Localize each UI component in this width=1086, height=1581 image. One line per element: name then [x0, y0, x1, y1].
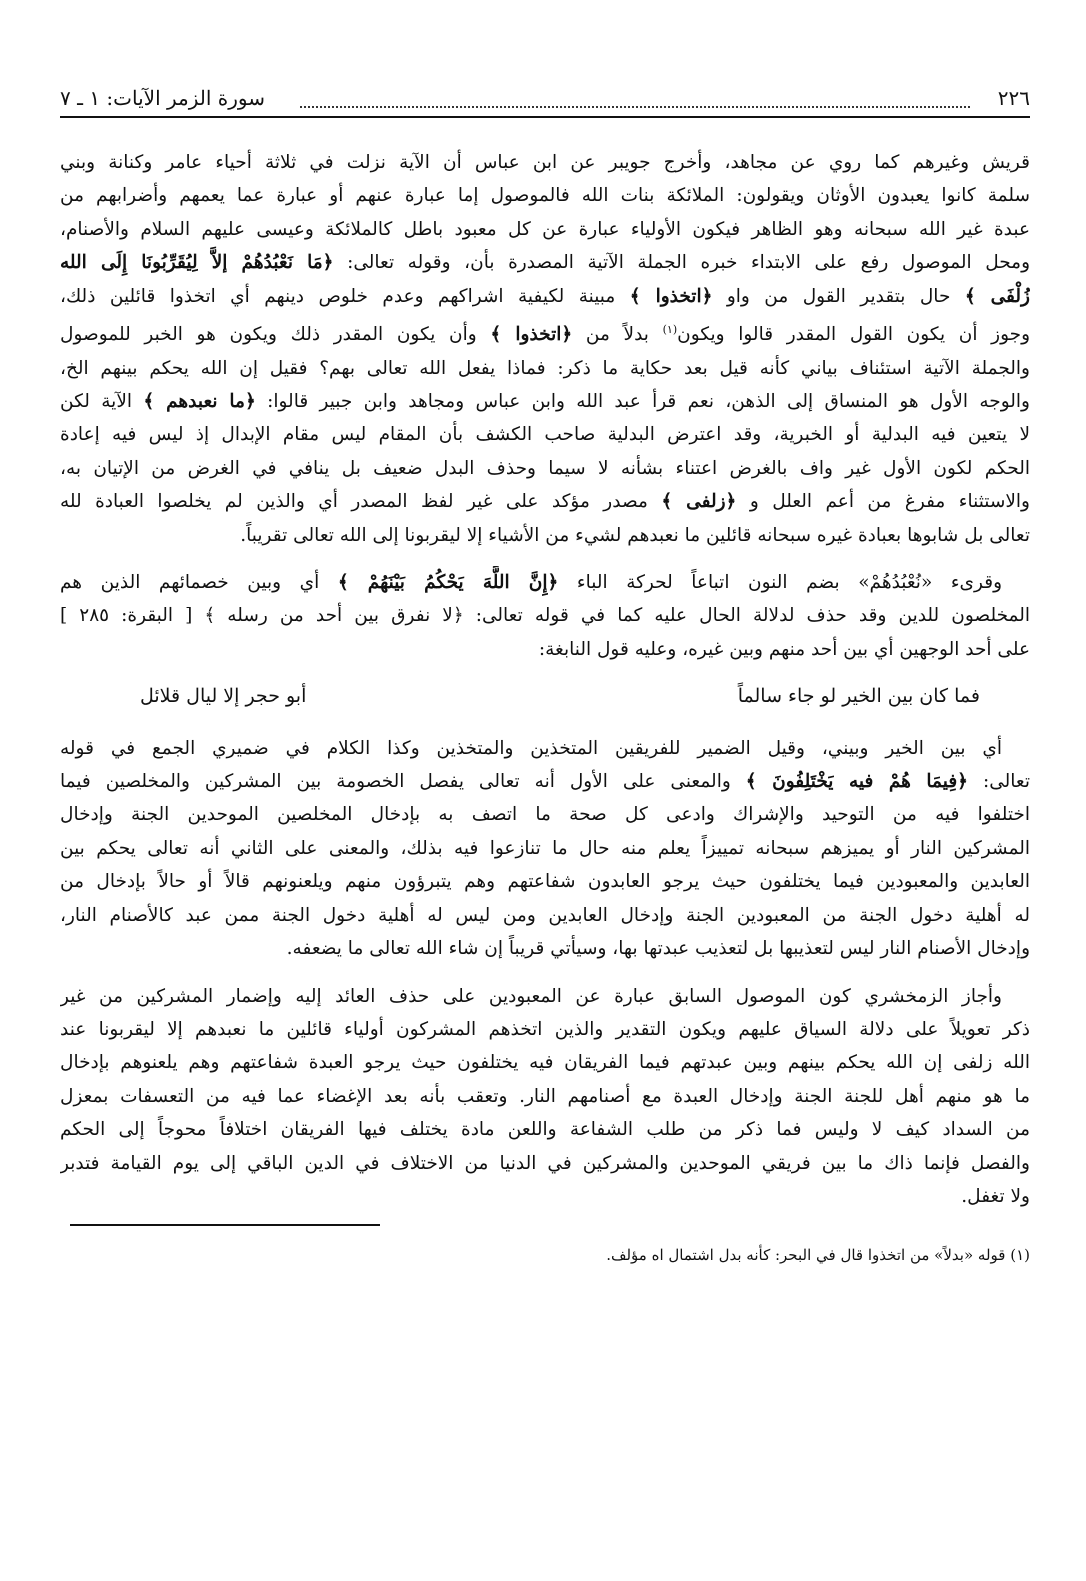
paragraphs-part-2 — [60, 732, 1030, 1214]
text-line — [60, 1046, 1030, 1079]
text-segment: أي بين الخير وبيني، وقيل الضمير للفريقين المتخذين والمتخذين وكذا الكلام في ضميري الجمع في قوله — [60, 737, 1002, 759]
text-line — [60, 932, 1030, 965]
text-line — [60, 798, 1030, 831]
text-segment: ولا تغفل. — [961, 1185, 1030, 1207]
paragraph — [60, 980, 1030, 1214]
text-line — [60, 765, 1030, 798]
text-segment: تعالى: — [968, 771, 1030, 793]
text-segment: مصدر مؤكد على غير لفظ المصدر أي والذين لم يخلصوا العبادة لله — [60, 491, 662, 513]
text-segment: الآية لكن — [60, 391, 144, 412]
quran-quote: ﴿فِيمَا هُمْ فيه يَخْتَلِفُونَ ﴾ — [745, 771, 969, 793]
text-segment: وجوز أن يكون القول المقدر قالوا ويكون — [677, 324, 1030, 346]
quran-quote: ﴿ما نعبدهم ﴾ — [143, 391, 256, 412]
footnote-number: (١) — [1010, 1246, 1030, 1264]
paragraph — [60, 732, 1030, 966]
text-line — [60, 418, 1030, 451]
text-segment: ما هو منهم أهل للجنة الجنة وإدخال العبدة مع أصنامهم النار. وتعقب بأنه بعد الإغضاء عما فيه من التعسفات بمعزل — [60, 1085, 1030, 1107]
text-segment: ومحل الموصول رفع على الابتداء خبره الجملة الآتية المصدرة بأن، وقوله تعالى: — [333, 252, 1030, 274]
text-segment: مبينة لكيفية اشراكهم وعدم خلوص دينهم أي اتخذوا قائلين ذلك، — [60, 285, 630, 307]
text-segment: حال بتقدير القول من واو — [712, 285, 965, 307]
text-line — [60, 832, 1030, 865]
text-segment: الله زلفى إن الله يحكم بينهم وبين عبدتهم فيما الفريقان فيه يختلفون حيث يرجو العبدة شفاعتهم وهم يلعنوهم بإدخال — [60, 1052, 1030, 1074]
text-line — [60, 1113, 1030, 1146]
chapter-title: سورة الزمر الآيات: ١ ـ ٧ — [60, 86, 265, 110]
text-segment: وقرىء «نُعْبُدُهُمْ» بضم النون اتباعاً لحركة الباء — [558, 572, 1002, 594]
text-segment: عبدة غير الله سبحانه وهو الظاهر فيكون الأولياء عبارة عن كل معبود باطل كالملائكة وعيسى عليهم السلام والأصنام، — [60, 218, 1030, 240]
text-line — [60, 452, 1030, 485]
text-segment: المشركين النار أو يميزهم سبحانه تمييزاً يعلم منه حال ما تنازعوا فيه بذلك، والمعنى على الثاني أنه تعالى يحكم بين — [60, 837, 1030, 859]
text-line — [60, 352, 1030, 385]
text-segment: اختلفوا فيه من التوحيد والإشراك وادعى كل صحة ما اتصف به بإدخال المخلصين الموحدين الجنة وإدخال — [60, 804, 1030, 826]
text-segment: والفصل فإنما ذاك ما بين فريقي الموحدين والمشركين في الدنيا من الاختلاف في الدين الباقي إلى يوم القيامة فتدبر — [60, 1152, 1030, 1174]
paragraph — [60, 146, 1030, 552]
text-segment: قريش وغيرهم كما روي عن مجاهد، وأخرج جويبر عن ابن عباس أن الآية نزلت في ثلاثة أحياء عامر وكنانة وبني — [60, 152, 1030, 173]
text-line — [60, 246, 1030, 279]
text-line — [60, 519, 1030, 552]
text-line — [60, 980, 1030, 1013]
text-segment: بدلاً من — [572, 324, 663, 346]
text-segment: وإدخال الأصنام النار ليس لتعذيبها بل لتعذيب عبدتها بها، وسيأتي قريباً إن شاء الله تعالى ما يضعفه. — [286, 938, 1030, 960]
paragraphs-part-1 — [60, 146, 1030, 666]
footnote — [606, 1246, 1030, 1264]
poem-second-hemistich: أبو حجر إلا ليال قلائل — [140, 685, 307, 708]
text-line — [60, 213, 1030, 246]
text-line — [60, 385, 1030, 418]
text-line — [60, 899, 1030, 932]
quran-quote: ﴿اتخذوا ﴾ — [490, 324, 573, 346]
text-line — [60, 732, 1030, 765]
header-leader-dots — [300, 88, 970, 108]
footnote-text: قوله «بدلاً» من اتخذوا قال في البحر: كأنه بدل اشتمال اه مؤلف. — [606, 1246, 1006, 1264]
text-segment: والمعنى على الأول أنه تعالى يفصل الخصومة بين المشركين والمخلصين فيما — [60, 771, 746, 793]
quran-quote: ﴿زلفى ﴾ — [661, 491, 737, 513]
text-segment: المخلصون للدين وقد حذف لدلالة الحال عليه كما في قوله تعالى: ﴿لا نفرق بين أحد من رسله ﴾ [ البقرة: ٢٨٥ ] — [60, 605, 1030, 627]
text-line — [60, 1180, 1030, 1213]
text-segment: والجملة الآتية استئناف بياني كأنه قيل بعد حكاية ما ذكر: فماذا يفعل الله تعالى بهم؟ فقيل إن الله يحكم بينهم الخ، — [60, 357, 1030, 379]
text-line — [60, 1080, 1030, 1113]
footnote-divider — [70, 1224, 380, 1226]
text-segment: وأجاز الزمخشري كون الموصول السابق عبارة عن المعبودين على حذف العائد إليه وإضمار المشركين من غير — [60, 985, 1002, 1007]
text-segment: العابدين والمعبودين فيما يختلفون حيث يرجو العابدون شفاعتهم وهم يتبرؤون منهم ويلعنونهم قالاً أو حالاً بإدخال من — [60, 871, 1030, 893]
text-line — [60, 633, 1030, 666]
poem-first-hemistich: فما كان بين الخير لو جاء سالماً — [737, 685, 980, 708]
text-segment: تعالى بل شابوها بعبادة غيره سبحانه قائلين ما نعبدهم لشيء من الأشياء إلا ليقربونا إلى الله تعالى تقريباً. — [240, 524, 1030, 546]
text-line — [60, 313, 1030, 352]
text-segment: له أهلية دخول الجنة من المعبودين الجنة وإدخال العابدين ومن ليس له أهلية دخول الجنة ممن عبد كالأصنام النار، — [60, 904, 1030, 926]
text-line — [60, 566, 1030, 599]
text-segment: الحكم لكون الأول غير واف بالغرض اعتناء بشأنه لا سيما وحذف البدل ضعيف بل ينافي في الغرض من الإتيان به، — [60, 457, 1030, 479]
text-segment: والوجه الأول هو المنساق إلى الذهن، نعم قرأ عبد الله وابن عباس ومجاهد وابن جبير قالوا: — [255, 391, 1030, 412]
text-segment: والاستثناء مفرغ من أعم العلل و — [736, 491, 1030, 513]
text-line — [60, 146, 1030, 179]
text-segment: لا يتعين فيه البدلية أو الخبرية، وقد اعترض البدلية صاحب الكشف بأن المقام ليس مقام الإبدال إذ ليس فيه إعادة — [60, 424, 1030, 446]
page-number: ٢٢٦ — [997, 86, 1030, 110]
text-line — [60, 179, 1030, 212]
running-header — [60, 86, 1030, 118]
text-segment: من السداد كيف لا وليس فما ذكر من طلب الشفاعة واللعن مادة يختلف فيها الفريقان اختلافاً محوجاً إلى الحكم — [60, 1119, 1030, 1141]
text-segment: أي وبين خصمائهم الذين هم — [60, 572, 338, 594]
quran-quote: ﴿إِنَّ اللَّهَ يَحْكُمُ بَيْنَهُمْ ﴾ — [337, 572, 559, 594]
main-text — [60, 146, 1030, 1227]
footnote-reference: (١) — [662, 323, 678, 337]
text-segment: سلمة كانوا يعبدون الأوثان ويقولون: الملائكة بنات الله فالموصول إما عبارة عنهم أو عبارة عما يعمهم وأضرابهم من — [60, 185, 1030, 207]
text-line — [60, 280, 1030, 313]
text-line — [60, 865, 1030, 898]
quran-quote: زُلْفَى ﴾ — [964, 285, 1030, 307]
text-segment: على أحد الوجهين أي بين أحد منهم وبين غيره، وعليه قول النابغة: — [538, 638, 1030, 660]
text-line — [60, 599, 1030, 632]
quran-quote: ﴿اتخذوا ﴾ — [629, 285, 713, 307]
text-line — [60, 1147, 1030, 1180]
text-line — [60, 1013, 1030, 1046]
paragraph — [60, 566, 1030, 666]
text-segment: وأن يكون المقدر ذلك ويكون هو الخبر للموصول — [60, 324, 491, 346]
quran-quote: ﴿مَا نَعْبُدُهُمْ إلاَّ لِيُقَرِّبُونَا إِلَى الله — [60, 252, 334, 274]
text-segment: ذكر تعويلاً على دلالة السياق عليهم ويكون التقدير والذين اتخذهم المشركون أولياء قائلين ما نعبدهم إلا ليقربونا عند — [60, 1018, 1030, 1040]
text-line — [60, 485, 1030, 518]
poem-verse — [60, 680, 1030, 713]
